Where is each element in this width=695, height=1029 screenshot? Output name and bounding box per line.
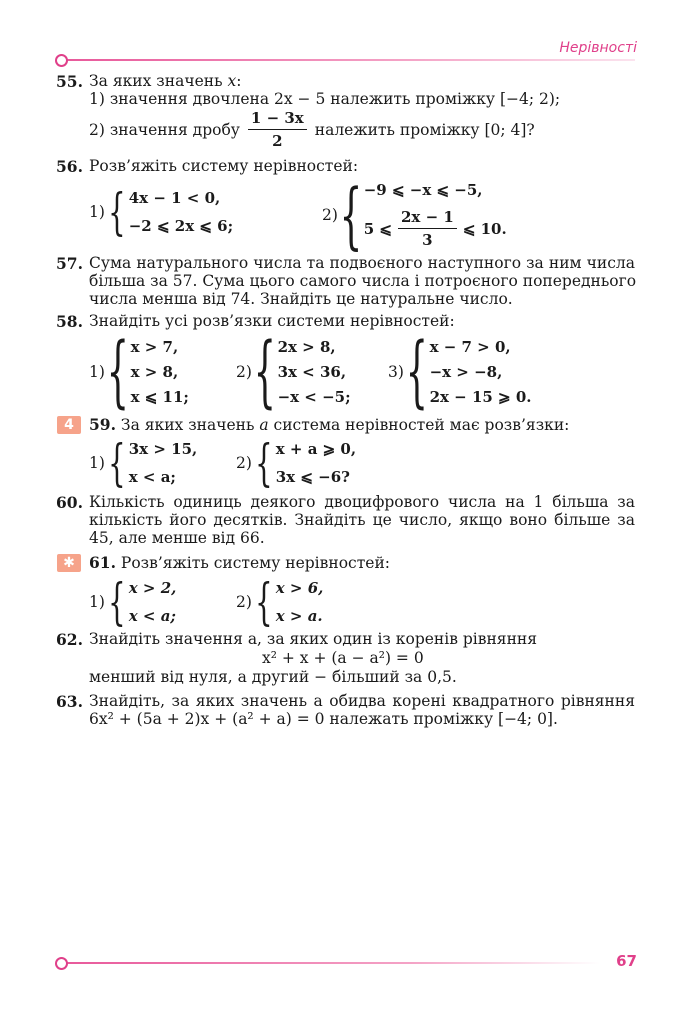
system-label: 1) xyxy=(89,203,105,221)
brace: { xyxy=(108,434,126,492)
brace: { xyxy=(108,573,126,631)
system-label: 2) xyxy=(236,363,252,381)
system-58-3 xyxy=(388,327,532,417)
problem-60-line: Кількість одиниць деякого двоцифрового числа на 1 більша за xyxy=(89,493,635,511)
inequality: 2x − 15 ⩾ 0. xyxy=(429,388,532,406)
page-number: 67 xyxy=(616,952,637,970)
problem-57-number: 57. xyxy=(56,254,83,273)
brace: { xyxy=(255,434,273,492)
problem-62-number: 62. xyxy=(56,630,83,649)
system-label: 2) xyxy=(322,206,338,224)
header-dot xyxy=(55,54,68,67)
brace: { xyxy=(253,327,276,417)
footer-line xyxy=(60,962,600,964)
problem-62-line: Знайдіть значення a, за яких один із коренів рівняння xyxy=(89,630,538,648)
brace: { xyxy=(108,183,126,241)
footer-dot xyxy=(55,957,68,970)
system-label: 2) xyxy=(236,593,252,611)
fraction: $\frac{1 - 3x}{2}$ xyxy=(248,109,307,150)
brace: { xyxy=(106,327,129,417)
system-label: 3) xyxy=(388,363,404,381)
brace: { xyxy=(339,173,363,257)
problem-55-number: 55. xyxy=(56,72,83,91)
inequality: 4x − 1 < 0, xyxy=(128,189,221,207)
problem-63-number: 63. xyxy=(56,692,83,711)
inequality: −9 ⩽ −x ⩽ −5, xyxy=(363,181,483,199)
problem-63-line: Знайдіть, за яких значень a обидва корені квадратного рівняння xyxy=(89,692,635,710)
inequality: x < a; xyxy=(128,468,176,486)
system-59-2 xyxy=(236,434,357,492)
inequality: x > 8, xyxy=(130,363,179,381)
system-61-1 xyxy=(89,573,177,631)
inequality: x ⩽ 11; xyxy=(130,388,189,406)
system-label: 1) xyxy=(89,454,105,472)
inequality: 2x > 8, xyxy=(277,338,336,356)
inequality: x − 7 > 0, xyxy=(429,338,511,356)
section-title: Нерівності xyxy=(559,40,637,56)
problem-59-text: 59. За яких значень a система нерівностей має розв’язки: xyxy=(89,415,570,434)
inequality: 3x ⩽ −6? xyxy=(275,468,350,486)
system-59-1 xyxy=(89,434,198,492)
star-badge: ✱ xyxy=(57,554,81,572)
problem-62-line: менший від нуля, а другий − більший за 0,5. xyxy=(89,668,457,686)
problem-60-line: кількість його десятків. Знайдіть це число, якщо воно більше за xyxy=(89,511,635,529)
inequality: x > 7, xyxy=(130,338,179,356)
system-58-2 xyxy=(236,327,351,417)
problem-58-number: 58. xyxy=(56,312,83,331)
problem-57-line: числа менша від 74. Знайдіть це натуральне число. xyxy=(89,290,513,308)
system-56-1 xyxy=(89,183,234,241)
problem-61-text: 61. Розв’яжіть систему нерівностей: xyxy=(89,553,391,572)
problem-55-intro: За яких значень x: xyxy=(89,72,242,90)
problem-60-number: 60. xyxy=(56,493,83,512)
inequality: −2 ⩽ 2x ⩽ 6; xyxy=(128,217,234,235)
header-line xyxy=(60,59,635,61)
problem-58-text: Знайдіть усі розв’язки системи нерівностей: xyxy=(89,312,455,330)
inequality: x > 2, xyxy=(128,579,177,597)
brace: { xyxy=(255,573,273,631)
inequality: 5 ⩽ $\frac{2x - 1}{3}$ ⩽ 10. xyxy=(363,208,507,249)
system-label: 1) xyxy=(89,363,105,381)
inequality: x < a; xyxy=(128,607,176,625)
problem-56-text: Розв’яжіть систему нерівностей: xyxy=(89,157,359,175)
system-label: 1) xyxy=(89,593,105,611)
problem-56-number: 56. xyxy=(56,157,83,176)
system-56-2 xyxy=(322,173,507,257)
problem-57-line: більша за 57. Сума цього самого числа і потроєного попереднього xyxy=(89,272,637,290)
system-58-1 xyxy=(89,327,189,417)
problem-63-line: 6x² + (5a + 2)x + (a² + a) = 0 належать проміжку [−4; 0]. xyxy=(89,710,558,728)
problem-62-equation: x² + x + (a − a²) = 0 xyxy=(262,649,424,667)
inequality: x > a. xyxy=(275,607,323,625)
problem-57-line: Сума натурального числа та подвоєного наступного за ним числа xyxy=(89,254,635,272)
inequality: x > 6, xyxy=(275,579,324,597)
brace: { xyxy=(405,327,428,417)
difficulty-badge: 4 xyxy=(57,416,81,434)
problem-55-item-2: 2) значення дробу $\frac{1 - 3x}{2}$ належить проміжку [0; 4]? xyxy=(89,109,535,150)
system-label: 2) xyxy=(236,454,252,472)
problem-60-line: 45, але менше від 66. xyxy=(89,529,265,547)
system-61-2 xyxy=(236,573,324,631)
inequality: −x < −5; xyxy=(277,388,351,406)
inequality: 3x > 15, xyxy=(128,440,198,458)
problem-55-item-1: 1) значення двочлена 2x − 5 належить проміжку [−4; 2); xyxy=(89,90,561,108)
inequality: x + a ⩾ 0, xyxy=(275,440,357,458)
inequality: −x > −8, xyxy=(429,363,503,381)
inequality: 3x < 36, xyxy=(277,363,347,381)
